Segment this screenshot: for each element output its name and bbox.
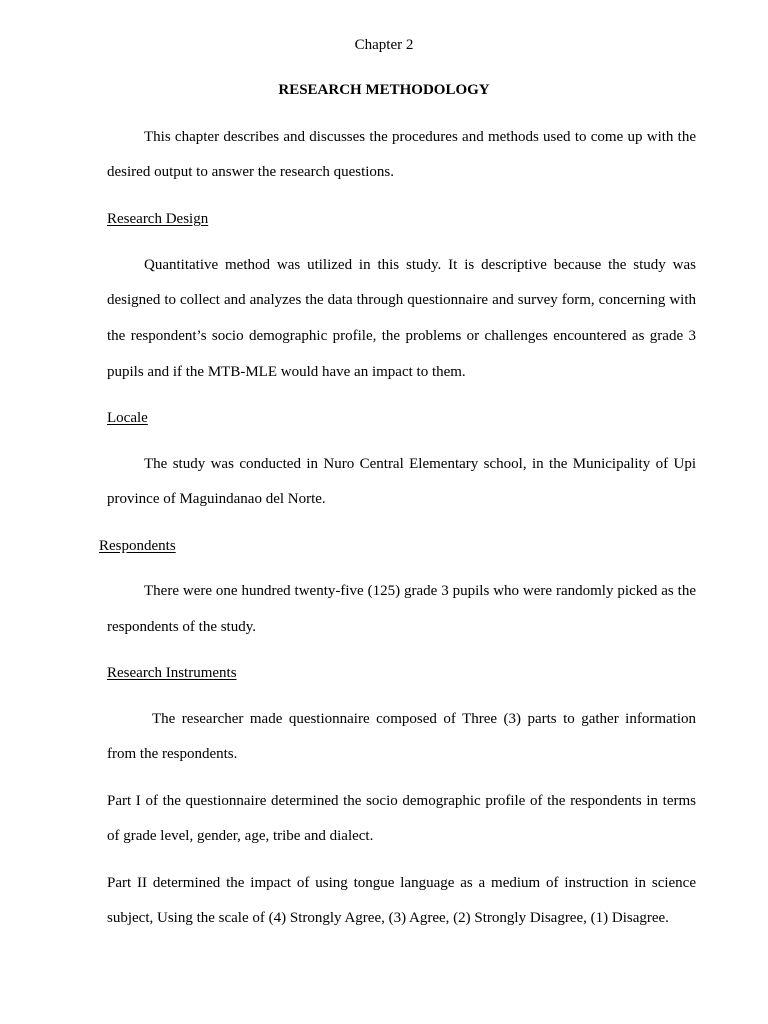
locale-line-1: The study was conducted in Nuro Central Elementary school, in the Municipality of Upi xyxy=(144,456,696,472)
locale-line-2: province of Maguindanao del Norte. xyxy=(107,491,326,507)
intro-line-2: desired output to answer the research questions. xyxy=(107,164,394,180)
heading-locale: Locale xyxy=(107,410,148,426)
research-design-line-4: pupils and if the MTB-MLE would have an impact to them. xyxy=(107,364,466,380)
part-one-line-2: of grade level, gender, age, tribe and dialect. xyxy=(107,828,374,844)
research-design-line-1: Quantitative method was utilized in this study. It is descriptive because the study was xyxy=(144,257,696,273)
research-design-line-3: the respondent’s socio demographic profile, the problems or challenges encountered as grade 3 xyxy=(107,328,696,344)
research-instruments-line-2: from the respondents. xyxy=(107,746,238,762)
research-design-line-2: designed to collect and analyzes the data through questionnaire and survey form, concerning with xyxy=(107,292,696,308)
part-one-line-1: Part I of the questionnaire determined the socio demographic profile of the respondents in terms xyxy=(107,793,696,809)
respondents-line-1: There were one hundred twenty-five (125) grade 3 pupils who were randomly picked as the xyxy=(144,583,696,599)
page-title: RESEARCH METHODOLOGY xyxy=(278,82,490,98)
part-two-line-1: Part II determined the impact of using tongue language as a medium of instruction in science xyxy=(107,875,696,891)
research-instruments-line-1: The researcher made questionnaire composed of Three (3) parts to gather information xyxy=(152,711,696,727)
heading-research-design: Research Design xyxy=(107,211,209,227)
heading-respondents: Respondents xyxy=(99,538,176,554)
part-two-line-2: subject, Using the scale of (4) Strongly Agree, (3) Agree, (2) Strongly Disagree, (1) Disagree. xyxy=(107,910,669,926)
intro-line-1: This chapter describes and discusses the procedures and methods used to come up with the xyxy=(144,129,696,145)
heading-research-instruments: Research Instruments xyxy=(107,665,237,681)
respondents-line-2: respondents of the study. xyxy=(107,619,257,635)
chapter-label: Chapter 2 xyxy=(354,37,414,53)
